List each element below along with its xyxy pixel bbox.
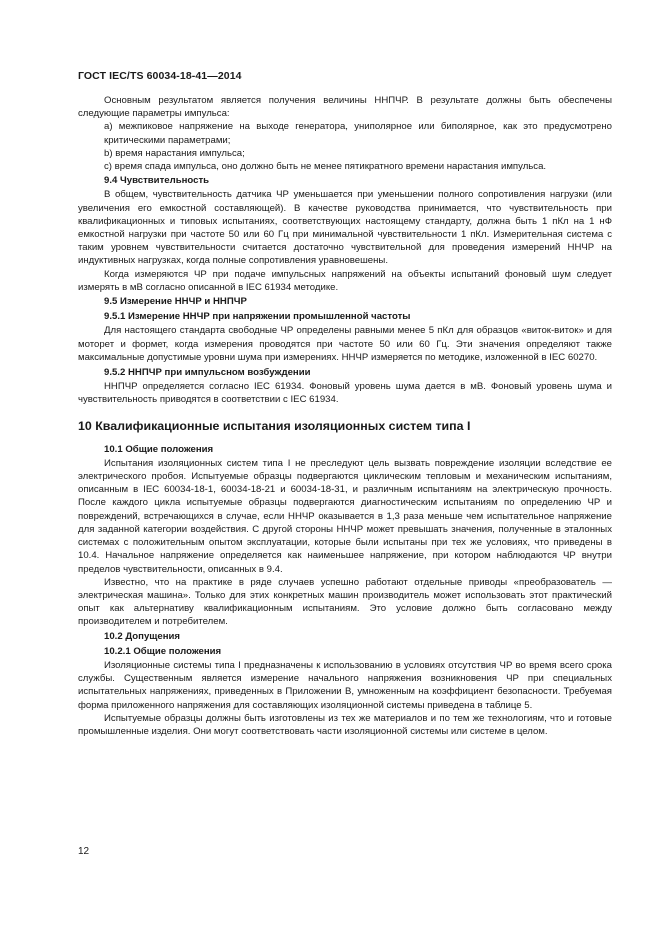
paragraph: ННПЧР определяется согласно IEC 61934. Фоновый уровень шума дается в мВ. Фоновый уровень шума и чувствительность приводятся в соответствии с IEC 61934.	[78, 381, 612, 406]
section-heading-10-2: 10.2 Допущения	[104, 630, 181, 642]
list-item: c) время спада импульса, оно должно быть не менее пятикратного времени нарастания импульса.	[104, 161, 547, 173]
document-body	[78, 94, 612, 738]
page-header-standard-title: ГОСТ IEC/TS 60034-18-41—2014	[78, 70, 242, 82]
list-item: a) межпиковое напряжение на выходе генератора, униполярное или биполярное, как это предусмотрено критическими параметрами;	[104, 121, 612, 146]
section-heading-9-4: 9.4 Чувствительность	[104, 175, 210, 187]
paragraph: Испытания изоляционных систем типа I не преследуют цель вызвать повреждение изоляции вследствие ее электрического пробоя. Испытуемые образцы подвергаются циклическим тепловым и механическим испытаниям, описанным в IEC 60034-18-1, 60034-18-21 и 60034-18-31, и различным испытаниям на электрическую прочность. После каждого цикла испытуемые образцы подвергаются диагностическим испытаниям по определению ЧР и повреждений, встречающихся в случае, если ННЧР оказывается в 1,3 раза меньше чем испытательное напряжение для заданной категории воздействия. С другой стороны ННЧР может превышать значения, полученные в эталонных системах с положительным опытом эксплуатации, которые были испытаны при тех же условиях, что приведены в 10.4. Начальное напряжение определяется как наименьшее напряжение, при котором наблюдаются ЧР внутри пределов чувствительности, описанных в 9.4.	[78, 457, 612, 575]
list-item: b) время нарастания импульса;	[104, 147, 245, 159]
paragraph: В общем, чувствительность датчика ЧР уменьшается при уменьшении полного сопротивления нагрузки (или увеличения его емкостной составляющей). В качестве руководства принимается, что чувствительность при квалификационных и типовых испытаниях, соответствующих настоящему стандарту, должна быть 1 пКл на 1 нФ емкостной нагрузки при частоте 50 или 60 Гц при минимальной чувствительности 1 пКл. Измерительная система с таким уровнем чувствительности считается достаточно чувствительной для проведения измерений ННЧР на индуктивных нагрузках, когда полные сопротивления уравновешены.	[78, 189, 612, 267]
paragraph: Испытуемые образцы должны быть изготовлены из тех же материалов и по тем же технологиям, что и готовые промышленные изделия. Они могут соответствовать части изоляционной системы или системе в целом.	[78, 712, 612, 737]
paragraph: Основным результатом является получения величины ННПЧР. В результате должны быть обеспечены следующие параметры импульса:	[78, 95, 612, 120]
paragraph: Для настоящего стандарта свободные ЧР определены равными менее 5 пКл для образцов «виток-виток» и для моторет и формет, когда измерения проводятся при частоте 50 или 60 Гц. Эти значения определяют также максимальные допустимые уровни шума при измерениях. ННЧР измеряется по методике, изложенной в IEC 60270.	[78, 325, 612, 363]
section-heading-9-5: 9.5 Измерение ННЧР и ННПЧР	[104, 296, 247, 308]
section-heading-9-5-1: 9.5.1 Измерение ННЧР при напряжении промышленной частоты	[104, 311, 411, 323]
paragraph: Изоляционные системы типа I предназначены к использованию в условиях отсутствия ЧР во время всего срока службы. Существенным является измерение начального напряжения возникновения ЧР при специальных испытательных напряжениях, приведенных в Приложении В, умноженным на коэффициент безопасности. Требуемая форма приложенного напряжения для составляющих изоляционной системы приведена в таблице 5.	[78, 659, 612, 711]
section-heading-10-2-1: 10.2.1 Общие положения	[104, 645, 222, 657]
section-heading-10: 10 Квалификационные испытания изоляционных систем типа I	[78, 418, 471, 433]
section-heading-9-5-2: 9.5.2 ННПЧР при импульсном возбуждении	[104, 367, 311, 379]
paragraph: Известно, что на практике в ряде случаев успешно работают отдельные приводы «преобразователь — электрическая машина». Только для этих конкретных машин производитель может использовать этот практический опыт как альтернативу квалификационным испытаниям. Это условие должно быть согласовано между производителем и потребителем.	[78, 576, 612, 628]
paragraph: Когда измеряются ЧР при подаче импульсных напряжений на объекты испытаний фоновый шум следует измерять в мВ согласно описанной в IEC 61934 методике.	[78, 268, 612, 293]
page-number: 12	[78, 846, 90, 857]
section-heading-10-1: 10.1 Общие положения	[104, 443, 214, 455]
